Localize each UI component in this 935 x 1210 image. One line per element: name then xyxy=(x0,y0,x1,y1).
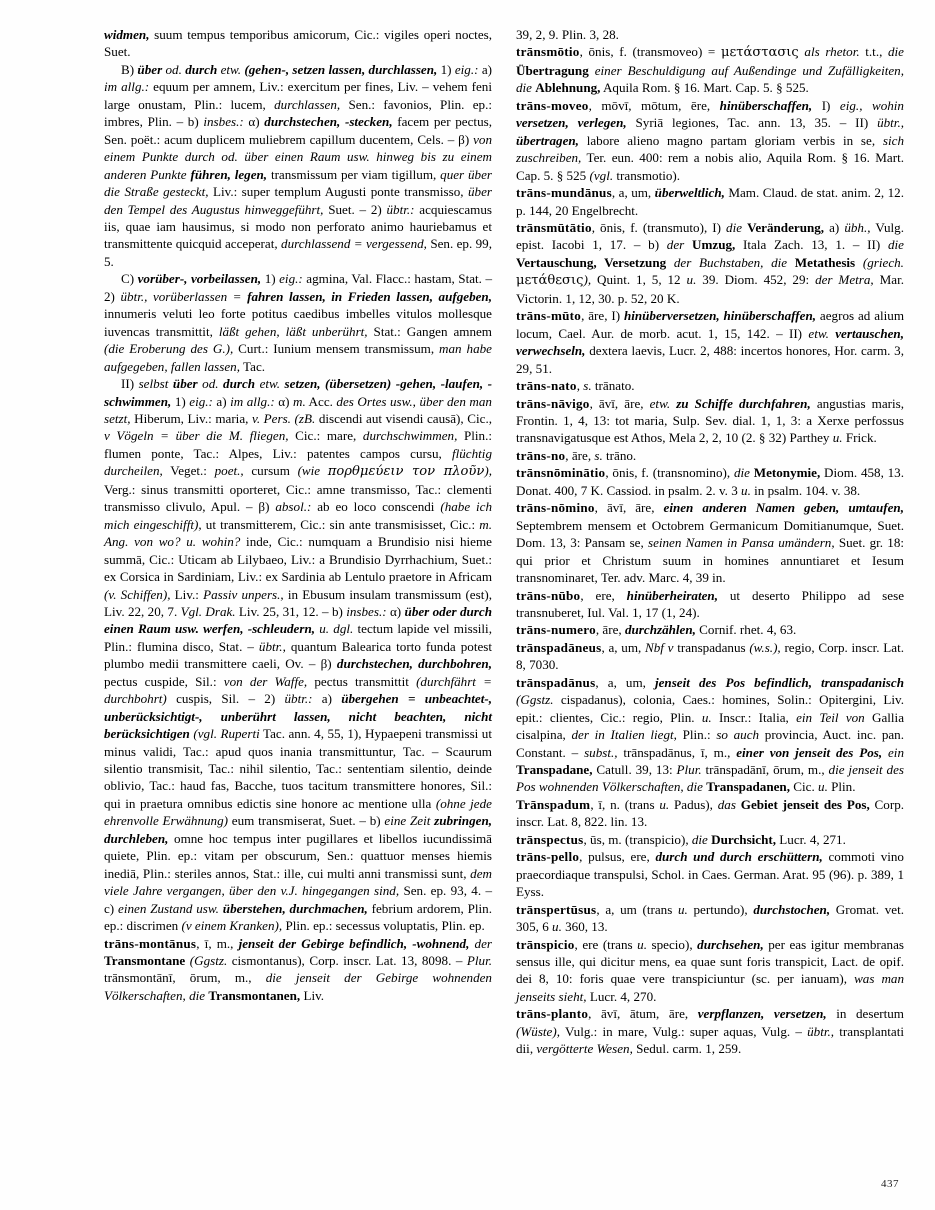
dictionary-entry: trāns-planto, āvī, ātum, āre, verpflanzen, versetzen, in desertum (Wüste), Vulg.: in mare, Vulg.: super aquas, Vulg. – übtr., transplantati dii, vergötterte Wesen, Sedul. carm. 1, 259. xyxy=(516,1006,904,1057)
dictionary-entry: trānspicio, ere (trans u. specio), durchsehen, per eas igitur membranas sensus ille, qui dicitur mens, ea quae sunt foris transpicit, Lact. de opif. dei 8, 10: foris quae vere transpiciuntur (sc. per ianuam), was man jenseits sieht, Lucr. 4, 270. xyxy=(516,936,904,1004)
dictionary-entry: trāns-pello, pulsus, ere, durch und durch erschüttern, commoti vino praecordiaque transpulsi, Schol. in Caes. German. Arat. 95 (96). p. 389, 1 Eyss. xyxy=(516,849,904,900)
dictionary-entry: trāns-nāvigo, āvī, āre, etw. zu Schiffe durchfahren, angustias maris, Frontin. 1, 4, 13: tot maria, Sulp. Sev. dial. 1, 1, 3: a Xerxe perfossus transnavigatusque est Athos, Mela 2, 2, 10 (2. § 32) Parthey u. Frick. xyxy=(516,395,904,446)
dictionary-entry: Trānspadum, ī, n. (trans u. Padus), das Gebiet jenseit des Pos, Corp. inscr. Lat. 8, 822. lin. 13. xyxy=(516,796,905,830)
dictionary-entry: trāns-numero, āre, durchzählen, Cornif. rhet. 4, 63. xyxy=(516,622,797,638)
dictionary-entry: trānsmōtio, ōnis, f. (transmoveo) = μετάστασις als rhetor. t.t., die Übertragung einer Beschuldigung auf Außendinge und Zufälligkeiten, die Ablehnung, Aquila Rom. § 16. Mart. Cap. 5. § 525. xyxy=(516,44,904,96)
two-column-body xyxy=(104,26,904,1161)
dictionary-entry: trānspertūsus, a, um (trans u. pertundo), durchstochen, Gromat. vet. 305, 6 u. 360, 13. xyxy=(516,901,904,935)
right-text-column xyxy=(516,26,904,1161)
entry-sense-paragraph: C) vorüber-, vorbeilassen, 1) eig.: agmina, Val. Flacc.: hastam, Stat. – 2) übtr., vorüberlassen = fahren lassen, in Frieden lassen, aufgeben, innumeris veluti leo forte potitus caedibus imbelles vitulos mollesque iuvencas transmittit, läßt gehen, läßt unberührt, Stat.: Gangen amnem (die Eroberung des G.), Curt.: Iunium mensem transmissum, man habe aufgegeben, fallen lassen, Tac. xyxy=(104,271,492,374)
entry-continuation: widmen, suum tempus temporibus amicorum, Cic.: vigiles operi noctes, Suet. xyxy=(104,27,492,60)
dictionary-entry: trānsmūtātio, ōnis, f. (transmuto), I) die Veränderung, a) übh., Vulg. epist. Iacobi 1, 17. – b) der Umzug, Itala Zach. 13, 1. – II) die Vertauschung, Versetzung der Buchstaben, die Metathesis (griech. μετάθεσις), Quint. 1, 5, 12 u. 39. Diom. 452, 29: der Metra, Mar. Victorin. 1, 12, 30. p. 52, 20 K. xyxy=(516,219,905,306)
dictionary-entry: trāns-no, āre, s. trāno. xyxy=(516,447,637,463)
entry-sense-paragraph: B) über od. durch etw. (gehen-, setzen lassen, durchlassen, 1) eig.: a) im allg.: equum per amnem, Liv.: exercitum per fines, Liv. – vehem feni large onustam, Plin.: lucem, durchlassen, Sen.: favonios, Plin. ep.: imbres, Plin. – b) insbes.: α) durchstechen, -stecken, facem per pectus, Sen. poët.: acum duplicem muliebrem capillum ducentem, Cels. – β) von einem Punkte durch od. über einen Raum usw. hinweg bis zu einem anderen Punkte führen, legen, transmissum per viam tigillum, quer über die Straße gesteckt, Liv.: super templum Augusti ponte transmisso, über den Tempel des Augustus hinweggeführt, Suet. – 2) übtr.: acquiescamus iis, quae iam hausimus, si modo non perforato animo hauriebamus et transmittente quicquid acceperat, durchlassend = vergessend, Sen. ep. 99, 5. xyxy=(104,61,493,269)
dictionary-entry: trānsnōminātio, ōnis, f. (transnomino), die Metonymie, Diom. 458, 13. Donat. 400, 7 K. Cassiod. in psalm. 2. v. 3 u. in psalm. 104. v. 38. xyxy=(516,465,904,498)
dictionary-entry: trāns-moveo, mōvī, mōtum, ēre, hinüberschaffen, I) eig., wohin versetzen, verlegen, Syriā legiones, Tac. ann. 13, 35. – II) übtr., übertragen, labore alieno magno partam gloriam verbis in se, sich zuschreiben, Ter. eun. 400: rem a nobis alio, Aquila Rom. § 16. Mart. Cap. 5. § 525 (vgl. transmotio). xyxy=(516,97,904,183)
entry-sense-paragraph: II) selbst über od. durch etw. setzen, (übersetzen) -gehen, -laufen, -schwimmen, 1) eig.: a) im allg.: α) m. Acc. des Ortes usw., über den man setzt, Hiberum, Liv.: maria, v. Pers. (zB. discendi aut visendi causā), Cic., v Vögeln = über die M. fliegen, Cic.: mare, durchschwimmen, Plin.: flumen ponte, Tac.: Alpes, Liv.: patentes campos cursu, flüchtig durcheilen, Veget.: poet., cursum (wie πορθμεύειν τον πλοῦν), Verg.: sinus transmitti oporteret, Cic.: amne transmisso, Tac.: clementi transmisso clivulo, Apul. – β) absol.: ab eo loco conscendi (habe ich mich eingeschifft), ut transmitterem, Cic.: sin ante transmisisset, Cic.: m. Ang. von wo? u. wohin? inde, Cic.: numquam a Brundisio nisi hieme summā, Cic.: Uticam ab Lilybaeo, Liv.: a Brundisio Dyrrhachium, Suet.: ex Corsica in Sardiniam, Liv.: ex Sardinia ab Lentulo praetore in Africam (v. Schiffen), Liv.: Passiv unpers., in Ebusum insulam transmissum (est), Liv. 22, 20, 7. Vgl. Drak. Liv. 25, 31, 12. – b) insbes.: α) über oder durch einen Raum usw. werfen, -schleudern, u. dgl. tectum lapide vel missili, Plin.: flumina disco, Stat. – übtr., quantum Balearica torto funda potest plumbo medii transmittere caeli, Ov. – β) durchstechen, durchbohren, pectus cuspide, Sil.: von der Waffe, pectus transmittit (durchfährt = durchbohrt) cuspis, Sil. – 2) übtr.: a) übergehen = unbeachtet-, unberücksichtigt-, unberührt lassen, nicht beachten, nicht berücksichtigen (vgl. Ruperti Tac. ann. 4, 55, 1), Hypaepeni transmissi ut minus validi, Tac.: apud quos inania transmittuntur, Tac. – Scaurum silentio transmisit, Tac.: nihil silentio, Tac.: sententiam silentio, deinde oblivio, Tac.: haud fas, Bacche, tuos tacitum transmittere honores, Sil.: qui in praetura omnibus edictis sine honore ac mentione ulla (ohne jede ehrenvolle Erwähnung) eum transmiserat, Suet. – b) eine Zeit zubringen, durchleben, omne hoc tempus inter pugillares et libellos iucundissimā quiete, Plin. ep.: vitam per obscurum, Sen.: quattuor menses hiemis inediā, Plin.: steriles annos, Stat.: ille, cui multi anni transmissi sunt, dem viele Jahre vergangen, über den v.J. hingegangen sind, Sen. ep. 93, 4. – c) einen Zustand usw. überstehen, durchmachen, febrium ardorem, Plin. ep.: discrimen (v einem Kranken), Plin. ep.: secessus voluptatis, Plin. ep. xyxy=(104,376,493,934)
dictionary-entry: trāns-mūto, āre, I) hinüberversetzen, hinüberschaffen, aegros ad alium locum, Cael. Aur. de morb. acut. 1, 15, 142. – II) etw. vertauschen, verwechseln, dextera laevis, Lucr. 2, 488: incertos honores, Hor. carm. 3, 29, 51. xyxy=(516,308,905,376)
dictionary-entry: trāns-montānus, ī, m., jenseit der Gebirge befindlich, -wohnend, der Transmontane (Ggstz. cismontanus), Corp. inscr. Lat. 13, 8098. – Plur. trānsmontānī, ōrum, m., die jenseit der Gebirge wohnenden Völkerschaften, die Transmontanen, Liv. xyxy=(104,935,493,1003)
dictionary-entry: trānspadānus, a, um, jenseit des Pos befindlich, transpadanisch (Ggstz. cispadanus), colonia, Caes.: homines, Solin.: Opitergini, Liv. epit.: clientes, Cic.: regio, Plin. u. Inscr.: Italia, ein Teil von Gallia cisalpina, der in Italien liegt, Plin.: so auch provincia, Auct. inc. pan. Constant. – subst., trānspadānus, ī, m., einer von jenseit des Pos, ein Transpadane, Catull. 39, 13: Plur. trānspadānī, ōrum, m., die jenseit des Pos wohnenden Völkerschaften, die Transpadanen, Cic. u. Plin. xyxy=(516,674,905,795)
left-text-column xyxy=(104,26,492,1161)
page-number: 437 xyxy=(881,1178,899,1190)
dictionary-entry: trānspectus, ūs, m. (transpicio), die Durchsicht, Lucr. 4, 271. xyxy=(516,831,846,847)
dictionary-entry: trāns-nūbo, ere, hinüberheiraten, ut deserto Philippo ad sese transnuberet, Iul. Val. 1, 17 (1, 24). xyxy=(516,587,904,620)
dictionary-entry: trāns-nato, s. trānato. xyxy=(516,378,635,394)
dictionary-entry: trānspadāneus, a, um, Nbf v transpadanus (w.s.), regio, Corp. inscr. Lat. 8, 7030. xyxy=(516,639,904,673)
entry-continuation: 39, 2, 9. Plin. 3, 28. xyxy=(516,27,619,42)
dictionary-entry: trāns-mundānus, a, um, überweltlich, Mam. Claud. de stat. anim. 2, 12. p. 144, 20 Engelbrecht. xyxy=(516,185,904,218)
dictionary-entry: trāns-nōmino, āvī, āre, einen anderen Namen geben, umtaufen, Septembrem mensem et Octobrem Germanicum Domitianumque, Suet. Dom. 13, 3: Pansam se, seinen Namen in Pansa umändern, Suet. gr. 18: qui prior et Christum suum in homines annuntiaret et Iesum transnominaret, Ter. adv. Marc. 4, 39 in. xyxy=(516,500,905,586)
